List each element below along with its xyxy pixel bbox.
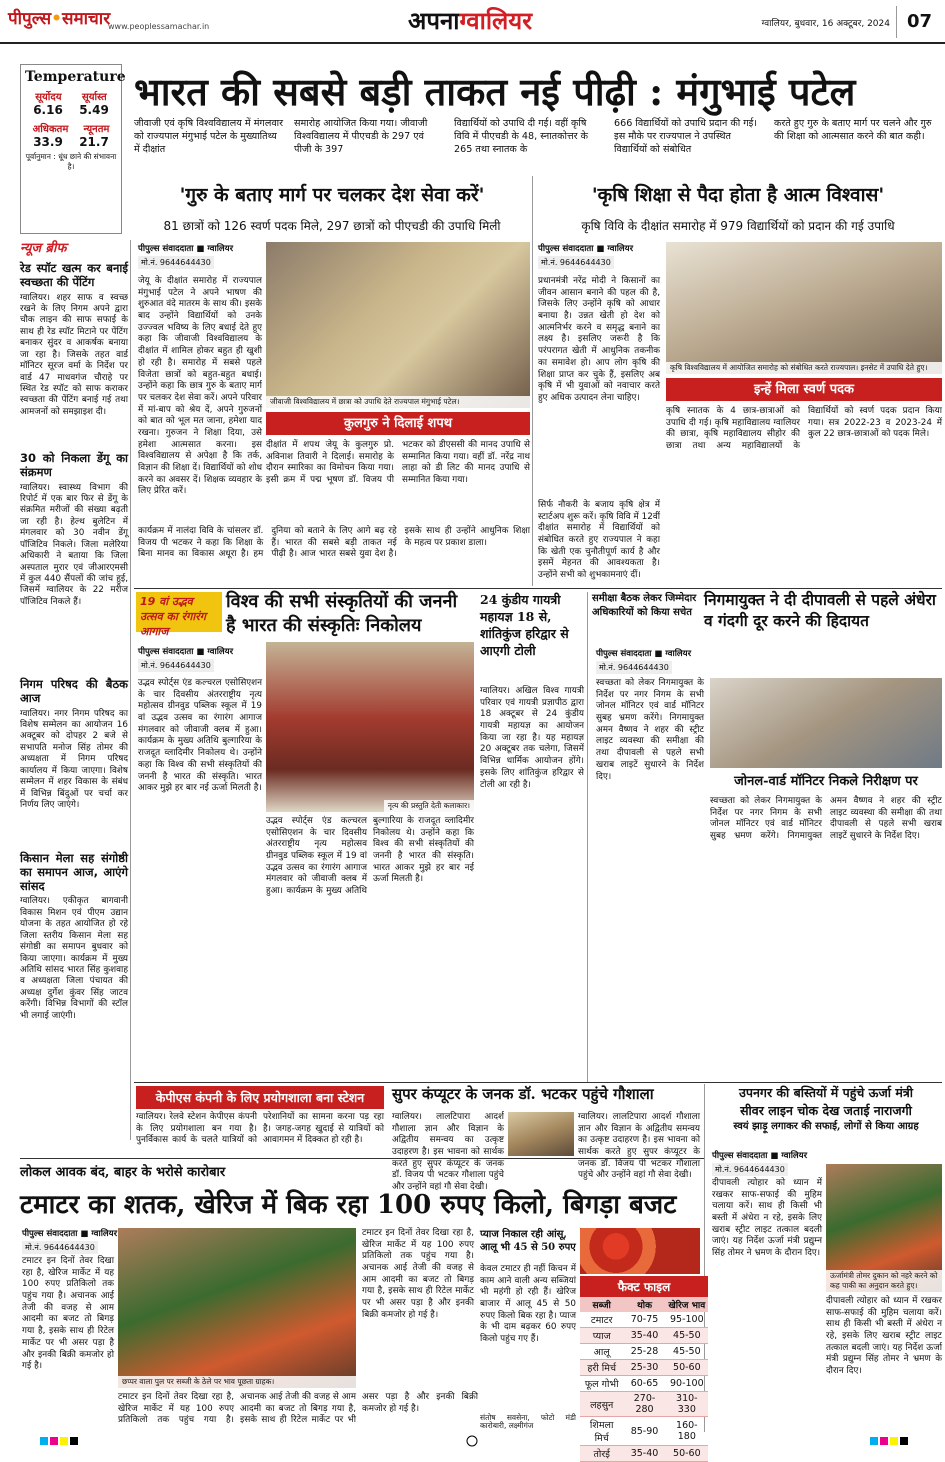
commissioner-subheadline: जोनल-वार्ड मॉनिटर निकले निरीक्षण पर: [734, 774, 918, 789]
festival-text-b: उद्भव स्पोर्ट्स एंड कल्चरल एसोसिएशन के चार दिवसीय अंतरराष्ट्रीय नृत्य महोत्सव ग्रीनवुड पब्लिक स्कूल में 19 वां उद्भव उत्सव का रंगारंग आगाज मंगलवार को जीवाजी क्लब में हुआ। कार्यक्रम के मुख्य अतिथि बुल्गारिया के राजदूत व्लादिमीर निकोलय थे। उन्होंने कहा कि विश्व की सभी संस्कृतियों की जननी है भारत की संस्कृति। भारत आकर मुझे हर बार नई ऊर्जा मिलती है।: [266, 816, 474, 897]
byline-mobile: मो.नं. 9644644430: [138, 256, 214, 269]
onion-headline: प्याज निकाल रही आंसू, आलू भी 45 से 50 रुपए: [480, 1229, 576, 1253]
min-temp-label: न्यूनतम: [83, 124, 110, 135]
brand-name-a: पीपुल्स: [8, 9, 52, 29]
photo-caption: कृषि विश्वविद्यालय में आयोजित समारोह को संबोधित करते राज्यपाल। इनसेट में उपाधि देते हुए।: [666, 362, 942, 374]
brief-headline: निगम परिषद की बैठक आज: [20, 677, 128, 705]
brief-item: [20, 678, 128, 848]
lead-intro-2: समारोह आयोजित किया गया। जीवाजी विश्वविद्यालय में पीएचडी के 297 एवं पीजी के 397: [294, 118, 428, 155]
medal-heading: इन्हें मिला स्वर्ण पदक: [666, 378, 942, 401]
table-cell: हरी मिर्च: [580, 1360, 623, 1376]
brief-text: ग्वालियर। स्वास्थ्य विभाग की रिपोर्ट में एक बार फिर से डेंगू के संक्रमित मरीजों की संख्या बढ़ती जा रही है। हेल्थ बुलेटिन में मंगलवार को 30 नवीन डेंगू पॉजिटिव निकले। जिला मलेरिया अधिकारी ने बताया कि जिला अस्पताल मुरार एवं जीआरएमसी में कुल 440 सैंपलों की जांच हुई, जिसमें ग्वालियर के 22 मरीज पॉजिटिव निकले हैं।: [20, 482, 128, 607]
lead-right-column-d: सिर्फ नौकरी के बजाय कृषि क्षेत्र में स्टार्टअप शुरू करें। कृषि विवि में 12वीं दीक्षांत समारोह में विद्यार्थियों को संबोधित करते हुए राज्यपाल ने कहा कि खेती एक चुनौतीपूर्ण कार्य है और इसमें मेहनत की आवश्यकता है। उन्होंने सभी को शुभकामनाएं दीं।: [538, 500, 660, 581]
festival-text-a: उद्भव स्पोर्ट्स एंड कल्चरल एसोसिएशन के चार दिवसीय अंतरराष्ट्रीय नृत्य महोत्सव ग्रीनवुड पब्लिक स्कूल में 19 वां उद्भव उत्सव का रंगारंग आगाज मंगलवार को जीवाजी क्लब में हुआ। कार्यक्रम के मुख्य अतिथि बुल्गारिया के राजदूत व्लादिमीर निकोलय थे। उन्होंने कहा कि विश्व की सभी संस्कृतियों की जननी है भारत की संस्कृति। भारत आकर मुझे हर बार नई ऊर्जा मिलती है।: [138, 678, 262, 794]
festival-headline-a: विश्व की सभी संस्कृतियों की जननी: [226, 591, 458, 612]
table-cell: टमाटर: [580, 1312, 623, 1328]
table-cell: 45-50: [666, 1328, 708, 1344]
byline-text: पीपुल्स संवाददाता ■ ग्वालियर: [538, 244, 634, 254]
price-table-header: खेरिज भाव: [666, 1297, 708, 1312]
left-subheadline: 'गुरु के बताए मार्ग पर चलकर देश सेवा करें': [179, 184, 485, 206]
onion-text: केवल टमाटर ही नहीं किचन में काम आने वाली अन्य सब्जियां भी महंगी हो रही हैं। खेरिज बाजार में आलू 45 से 50 रुपए किलो बिक रहा है। प्याज के भी दाम बढ़कर 60 रुपए किलो पहुंच गए हैं।: [480, 1264, 576, 1345]
brand-logo: पीपुल्स•समाचार: [8, 9, 111, 29]
table-row: [580, 1446, 708, 1462]
commissioner-text-a: स्वच्छता को लेकर निगमायुक्त के निर्देश पर नगर निगम के सभी जोनल मॉनिटर एवं वार्ड मॉनिटर सुबह भ्रमण करेंगे। निगमायुक्त अमन वैष्णव ने शहर की स्ट्रीट लाइट व्यवस्था की समीक्षा की तथा दीपावली से पहले सभी खराब लाइटें सुधारने के निर्देश दिए।: [596, 678, 704, 782]
byline: [138, 243, 263, 273]
right-subheadline: 'कृषि शिक्षा से पैदा होता है आत्म विश्वास': [591, 184, 885, 206]
market-photo: [118, 1228, 356, 1388]
sunset-value: 5.49: [79, 103, 109, 117]
table-cell: 95-100: [666, 1312, 708, 1328]
agri-university-photo: [666, 242, 942, 374]
section-title-b: ग्वालियर: [459, 7, 533, 35]
byline-mobile: मो.नं. 9644644430: [538, 256, 614, 269]
festival-headline-b: है भारत की संस्कृतिः निकोलय: [226, 615, 422, 637]
section-title: [408, 4, 532, 37]
inset-heading: कुलगुरु ने दिलाई शपथ: [266, 412, 530, 435]
tomato-text-c: टमाटर इन दिनों तेवर दिखा रहा है, खेरिज मार्केट में यह 100 रुपए प्रतिकिलो तक पहुंच गया है। अचानक आई तेजी की वजह से आम आदमी का बजट तो बिगड़ गया है, इसके साथ ही रिटेल मार्केट पर भी असर पड़ा है और इनकी बिक्री कमजोर हो गई है।: [362, 1228, 474, 1320]
table-cell: आलू: [580, 1344, 623, 1360]
energy-headline-b: सीवर लाइन चोक देख जताई नाराजगी: [740, 1103, 912, 1119]
masthead: [0, 0, 945, 44]
meeting-photo: [710, 678, 942, 768]
lead-intro-3: विद्यार्थियों को उपाधि दी गई। वहीं कृषि विवि में पीएचडी के 48, स्नातकोत्तर के 265 तथा स्नातक के: [454, 118, 588, 155]
lead-intro-1: जीवाजी एवं कृषि विश्वविद्यालय में मंगलवार को राज्यपाल मंगुभाई पटेल के मुख्यातिथ्य में दीक्षांत: [134, 118, 284, 155]
max-temp-value: 33.9: [33, 135, 63, 149]
page-number: 07: [896, 6, 942, 38]
meeting-headline: समीक्षा बैठक लेकर जिम्मेदार अधिकारियों को किया सचेत: [592, 593, 697, 618]
gaushala-text: ग्वालियर। लालटिपारा आदर्श गौशाला ज्ञान और विज्ञान के अद्वितीय समन्वय का उत्कृष्ट उदाहरण है। इस भावना को सार्थक करते हुए सुपर कंप्यूटर के जनक डॉ. विजय पी भटकर गौशाला पहुंचे और उन्होंने वहां गौ सेवा देखी।: [392, 1112, 504, 1193]
brief-item: [20, 262, 128, 448]
section-title-a: अपना: [408, 7, 460, 35]
site-url[interactable]: www.peoplessamachar.in: [108, 22, 210, 31]
brief-headline: 30 को निकला डेंगू का संक्रमण: [20, 451, 128, 479]
table-cell: 270-280: [623, 1392, 665, 1417]
registration-strip: [0, 1432, 945, 1445]
table-cell: 160-180: [666, 1417, 708, 1446]
photo-caption: ऊर्जामंत्री तोमर दुकान को नहरे करने को कह पाकी का अनुदान करते हुए।: [826, 1270, 942, 1292]
table-cell: 50-60: [666, 1360, 708, 1376]
max-temp-label: अधिकतम: [32, 124, 69, 135]
brief-text: ग्वालियर। शहर साफ व स्वच्छ रखने के लिए निगम अपने द्वारा चौक लाइन की साफ सफाई के साथ ही रेड स्पॉट मिटाने पर पेंटिंग बनाकर सुंदर व आकर्षक बनाया जा रहा है। जिसके तहत वार्ड मॉनिटर सूरज वर्मा के निर्देश पर वार्ड 47 माधवगंज चौराहे पर स्थित रेड स्पॉट को साफ कराकर स्वच्छता की पेंटिंग बनाई गई तथा आमजनों को समझाइश दी।: [20, 292, 128, 417]
table-row: [580, 1344, 708, 1360]
tomato-kicker: लोकल आवक बंद, बाहर के भरोसे कारोबार: [20, 1165, 226, 1180]
energy-text-a: दीपावली त्योहार को ध्यान में रखकर साफ-सफाई की मुहिम चलाया करें। साथ ही किसी भी बस्ती में अंधेरा न रहे, इसके लिए खराब स्ट्रीट लाइट तत्काल बदली जाएं। यह निर्देश ऊर्जा मंत्री प्रद्युम्न सिंह तोमर ने भ्रमण के दौरान दिए।: [712, 1178, 822, 1259]
temperature-box: [20, 64, 126, 234]
kps-heading-box: [136, 1086, 384, 1108]
table-cell: 50-60: [666, 1446, 708, 1462]
tomato-text-b: टमाटर इन दिनों तेवर दिखा रहा है, खेरिज मार्केट में यह 100 रुपए प्रतिकिलो तक पहुंच गया है। अचानक आई तेजी की वजह से आम आदमी का बजट तो बिगड़ गया है, इसके साथ ही रिटेल मार्केट पर भी असर पड़ा है और इनकी बिक्री कमजोर हो गई है।: [118, 1392, 478, 1426]
gayatri-headline: 24 कुंडीय गायत्री महायज्ञ 18 से, शांतिकुंज हरिद्वार से आएगी टोली: [480, 592, 569, 658]
table-cell: 35-40: [623, 1328, 665, 1344]
gaushala-photo: [508, 1112, 574, 1156]
commissioner-text-b: स्वच्छता को लेकर निगमायुक्त के निर्देश पर नगर निगम के सभी जोनल मॉनिटर एवं वार्ड मॉनिटर सुबह भ्रमण करेंगे। निगमायुक्त अमन वैष्णव ने शहर की स्ट्रीट लाइट व्यवस्था की समीक्षा की तथा दीपावली से पहले सभी खराब लाइटें सुधारने के निर्देश दिए।: [710, 796, 942, 842]
brief-headline: रेड स्पॉट खत्म कर बनाई स्वच्छता की पेंटिंग: [20, 261, 128, 289]
column-divider: [532, 176, 533, 586]
table-cell: 25-28: [623, 1344, 665, 1360]
table-cell: 25-30: [623, 1360, 665, 1376]
news-brief-label: न्यूज ब्रीफ: [20, 241, 67, 256]
tomato-headline: टमाटर का शतक, खेरिज में बिक रहा 100 रुपए किलो, बिगड़ा बजट: [20, 1190, 677, 1220]
byline-mobile: मो.नं. 9644644430: [22, 1241, 98, 1254]
sunset-label: सूर्यास्त: [81, 92, 107, 103]
fact-file-title: फैक्ट फाइल: [580, 1276, 708, 1297]
table-cell: फूल गोभी: [580, 1376, 623, 1392]
commissioner-sub-box: [710, 768, 942, 792]
forecast-note: पूर्वानुमान : धूंध छाने की संभावना है।: [25, 152, 117, 171]
section-divider: [20, 1158, 704, 1159]
byline-text: पीपुल्स संवाददाता ■ ग्वालियर: [22, 1229, 118, 1239]
brand-name-b: समाचार: [61, 9, 111, 29]
photo-caption: छप्पर वाला पुल पर सब्जी के ठेले पर भाव पूछता ग्राहक।: [118, 1376, 356, 1388]
table-cell: 70-75: [623, 1312, 665, 1328]
lead-intro-5: करते हुए गुरु के बताए मार्ग पर चलने और गुरु की शिक्षा को आत्मसात करने की बात कही।: [774, 118, 932, 142]
dateline: ग्वालियर, बुधवार, 16 अक्टूबर, 2024: [761, 19, 890, 29]
lead-left-column-b: कार्यक्रम में नालंदा विवि के चांसलर डॉ. विजय पी भटकर ने कहा कि शिक्षा के बिना मानव का विकास अधूरा है। हम दुनिया को बताने के लिए आगे बढ़ रहे हैं। भारत की सबसे बड़ी ताकत नई पीढ़ी है। आज भारत सबसे युवा देश है। इसके साथ ही उन्होंने आधुनिक शिक्षा के महत्व पर प्रकाश डाला।: [138, 526, 530, 560]
gaushala-headline: सुपर कंप्यूटर के जनक डॉ. भटकर पहुंचे गौशाला: [392, 1085, 654, 1103]
brief-item: [20, 452, 128, 674]
brief-item: [20, 852, 128, 1142]
table-row: [580, 1360, 708, 1376]
kps-headline: केपीएस कंपनी के लिए प्रयोगशाला बना स्टेशन: [136, 1086, 384, 1109]
byline: [538, 243, 663, 273]
section-divider: [134, 588, 942, 589]
energy-deck: स्वयं झाड़ू लगाकर की सफाई, लोगों से किया आग्रह: [733, 1121, 919, 1133]
column-divider: [130, 240, 131, 1140]
table-row: [580, 1312, 708, 1328]
table-cell: शिमला मिर्च: [580, 1417, 623, 1446]
column-divider: [587, 592, 588, 1082]
table-cell: 90-100: [666, 1376, 708, 1392]
inset-heading-box: [266, 412, 530, 436]
lead-headline: भारत की सबसे बड़ी ताकत नई पीढ़ी : मंगुभाई पटेल: [134, 69, 856, 114]
story-credit: संतोष सवसेना, फोटो मंडी कारोबारी, लक्ष्मीगंज: [480, 1413, 576, 1431]
right-deck: कृषि विवि के दीक्षांत समारोह में 979 विद्यार्थियों को प्रदान की गई उपाधि: [581, 219, 895, 233]
dance-photo: [266, 642, 474, 812]
table-cell: 310-330: [666, 1392, 708, 1417]
byline-text: पीपुल्स संवाददाता ■ ग्वालियर: [596, 649, 692, 659]
table-cell: 60-65: [623, 1376, 665, 1392]
energy-headline: [710, 1084, 942, 1148]
fact-file: [580, 1276, 708, 1460]
section-divider: [134, 1082, 942, 1083]
medal-text: कृषि स्नातक के 4 छात्र-छात्राओं को उपाधि दी गई। कृषि महाविद्यालय ग्वालियर की छात्रा, कृषि महाविद्यालय सीहोर की छात्रा तथा अन्य महाविद्यालयों के विद्यार्थियों को स्वर्ण पदक प्रदान किया गया। सत्र 2022-23 व 2023-24 में कुल 22 छात्र-छात्राओं को पदक मिले।: [666, 406, 942, 452]
convocation-photo: [266, 242, 530, 408]
medal-heading-box: [666, 378, 942, 402]
table-cell: लहसुन: [580, 1392, 623, 1417]
price-table-header: सब्जी: [580, 1297, 623, 1312]
lead-right-column-c: प्रधानमंत्री नरेंद्र मोदी ने किसानों का जीवन आसान बनाने की पहल की है, जिसके लिए उन्होंने कृषि को आधार बनाया है। उन्नत खेती हो देश को आत्मनिर्भर करने व समृद्ध बनाने का लक्ष्य है। इसलिए जरूरी है कि परंपरागत खेती में आधुनिक तकनीक का समावेश हो। आप लोग कृषि की शिक्षा प्राप्त कर चुके हैं, इसलिए अब कृषि में भी युवाओं को नवाचार करते हुए अधिक उत्पादन लेना चाहिए।: [538, 276, 660, 403]
table-row: [580, 1376, 708, 1392]
energy-text-b: दीपावली त्योहार को ध्यान में रखकर साफ-सफाई की मुहिम चलाया करें। साथ ही किसी भी बस्ती में अंधेरा न रहे, इसके लिए खराब स्ट्रीट लाइट तत्काल बदली जाएं। यह निर्देश ऊर्जा मंत्री प्रद्युम्न सिंह तोमर ने भ्रमण के दौरान दिए।: [826, 1296, 942, 1377]
gayatri-text: ग्वालियर। अखिल विश्व गायत्री परिवार एवं गायत्री प्रज्ञापीठ द्वारा 18 अक्टूबर से 24 कुंडीय गायत्री महायज्ञ का आयोजन किया जा रहा है। यह महायज्ञ 20 अक्टूबर तक चलेगा, जिसमें विभिन्न धार्मिक आयोजन होंगे। इसके लिए शांतिकुंज हरिद्वार से टोली आ रही है।: [480, 686, 584, 790]
left-deck: 81 छात्रों को 126 स्वर्ण पदक मिले, 297 छात्रों को पीएचडी की उपाधि मिली: [163, 219, 501, 233]
inset-text: दीक्षांत में शपथ जेयू के कुलगुरु प्रो. अविनाश तिवारी ने दिलाई। समारोह के दौरान स्मारिका का विमोचन किया गया। इसी क्रम में पद्म भूषण डॉ. विजय पी भटकर को डीएससी की मानद उपाधि से सम्मानित किया गया। वहीं डॉ. नरेंद्र नाथ लाहा को डी लिट की मानद उपाधि से सम्मानित किया गया।: [266, 440, 530, 486]
table-cell: प्याज: [580, 1328, 623, 1344]
festival-headline: [226, 590, 474, 640]
table-row: [580, 1328, 708, 1344]
byline: [596, 648, 736, 674]
byline-mobile: मो.नं. 9644644430: [712, 1163, 788, 1176]
photo-caption: नृत्य की प्रस्तुति देती कलाकार।: [384, 800, 474, 812]
festival-tag: 19 वां उद्भव उत्सव का रंगारंग आगाज: [136, 592, 222, 632]
min-temp-value: 21.7: [79, 135, 109, 149]
gaushala-text-b: ग्वालियर। लालटिपारा आदर्श गौशाला ज्ञान और विज्ञान के अद्वितीय समन्वय का उत्कृष्ट उदाहरण है। इस भावना को सार्थक करते हुए सुपर कंप्यूटर के जनक डॉ. विजय पी भटकर गौशाला पहुंचे और उन्होंने वहां गौ सेवा देखी।: [578, 1112, 700, 1181]
photo-caption: जीवाजी विश्वविद्यालय में छात्रा को उपाधि देते राज्यपाल मंगुभाई पटेल।: [266, 396, 530, 408]
tomato-text-a: टमाटर इन दिनों तेवर दिखा रहा है, खेरिज मार्केट में यह 100 रुपए प्रतिकिलो तक पहुंच गया है। अचानक आई तेजी की वजह से आम आदमी का बजट तो बिगड़ गया है, इसके साथ ही रिटेल मार्केट पर भी असर पड़ा है और इनकी बिक्री कमजोर हो गई है।: [22, 1256, 114, 1372]
minister-photo: [826, 1164, 942, 1292]
kps-text: ग्वालियर। रेलवे स्टेशन केपीएस कंपनी के लिए प्रयोगशाला बन गया है। पुनर्विकास कार्य के चलते यात्रियों को परेशानियों का सामना करना पड़ रहा है। जगह-जगह खुदाई से यात्रियों को आवागमन में दिक्कत हो रही है।: [136, 1112, 384, 1146]
brief-text: ग्वालियर। नगर निगम परिषद का विशेष सम्मेलन का आयोजन 16 अक्टूबर को दोपहर 2 बजे से सभापति मनोज सिंह तोमर की अध्यक्षता में निगम परिषद कार्यालय में किया जाएगा। विशेष सम्मेलन में शहर विकास के संबंध में विभिन्न बिंदुओं पर चर्चा कर निर्णय लिए जाएंगे।: [20, 708, 128, 810]
temperature-title: Temperature: [25, 69, 126, 85]
table-cell: 45-50: [666, 1344, 708, 1360]
tomato-photo: [580, 1228, 700, 1274]
byline-text: पीपुल्स संवाददाता ■ ग्वालियर: [138, 244, 234, 254]
price-table-header: थोक: [623, 1297, 665, 1312]
table-row: [580, 1392, 708, 1417]
brief-text: ग्वालियर। एकीकृत बागवानी विकास मिशन एवं पीएम उद्यान योजना के तहत आयोजित हो रहे जिला स्तरीय किसान मेला सह संगोष्ठी का समापन बुधवार को किया जाएगा। कार्यक्रम में मुख्य अतिथि सांसद भारत सिंह कुशवाह व अध्यक्षता जिला पंचायत की अध्यक्ष दुर्गेश कुंवर सिंह जाटव करेंगी। विभिन्न विभागों की स्टॉल भी लगाई जाएंगी।: [20, 896, 128, 1021]
commissioner-headline: निगमायुक्त ने दी दीपावली से पहले अंधेरा व गंदगी दूर करने की हिदायत: [704, 590, 936, 630]
sunrise-label: सूर्योदय: [35, 92, 62, 103]
lead-left-column-a: जेयू के दीक्षांत समारोह में राज्यपाल मंगुभाई पटेल ने अपने भाषण की शुरुआत वंदे मातरम के साथ की। इसके बाद उन्होंने विद्यार्थियों को उनके उज्ज्वल भविष्य के लिए बधाई देते हुए कहा कि जीवाजी विश्वविद्यालय के दीक्षांत में शामिल होकर बहुत ही खुशी हो रही है। समारोह में सबसे पहले विजेता छात्रों को बहुत-बहुत बधाई। उन्होंने कहा कि छात्र गुरु के बताए मार्ग पर चलकर देश सेवा करें। अपने परिवार में मां-बाप को श्रेय दें, अपने गुरुजनों को बात को भूल मत जाना, हमेशा याद रखना। गुरुजन ने शिक्षा दिया, उसे हमेशा आत्मसात करना। इस विश्वविद्यालय से अपेक्षा है कि तर्क, विज्ञान की शिक्षा दें। विद्यार्थियों को शोध करने का अवसर दें। शिक्षक व्यवहार के लिए प्रेरित करें।: [138, 276, 262, 497]
byline-mobile: मो.नं. 9644644430: [138, 659, 214, 672]
registration-marks-icon: [0, 1434, 945, 1447]
lead-intro-4: 666 विद्यार्थियों को उपाधि प्रदान की गई। इस मौके पर राज्यपाल ने उपस्थित विद्यार्थियों को संबोधित: [614, 118, 758, 155]
energy-headline-a: उपनगर की बस्तियों में पहुंचे ऊर्जा मंत्री: [739, 1085, 913, 1100]
table-cell: 85-90: [623, 1417, 665, 1446]
sunrise-value: 6.16: [33, 103, 63, 117]
table-cell: तोरई: [580, 1446, 623, 1462]
byline-mobile: मो.नं. 9644644430: [596, 661, 672, 674]
byline-text: पीपुल्स संवाददाता ■ ग्वालियर: [712, 1151, 808, 1161]
brief-headline: किसान मेला सह संगोष्ठी का समापन आज, आएंगे सांसद: [20, 851, 128, 893]
byline: [138, 646, 263, 674]
table-cell: 35-40: [623, 1446, 665, 1462]
byline-text: पीपुल्स संवाददाता ■ ग्वालियर: [138, 647, 234, 657]
